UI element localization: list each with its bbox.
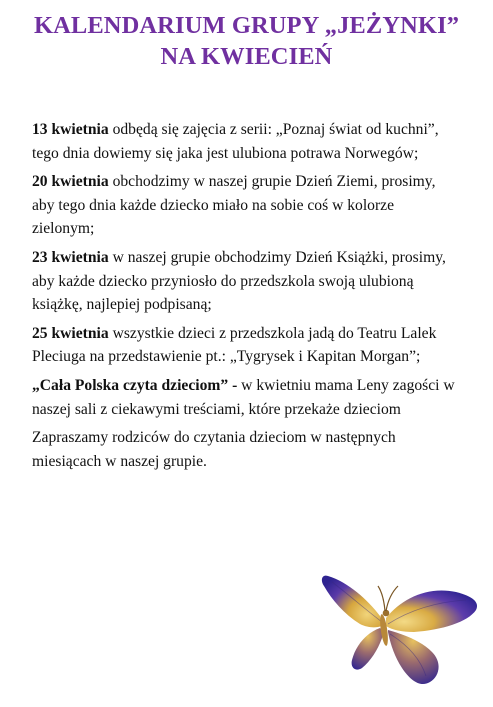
entry-text: obchodzimy w naszej grupie Dzień Ziemi, prosimy, aby tego dnia każde dziecko miało na sobie coś w kolorze zielonym; xyxy=(32,173,436,238)
calendar-entry-reading xyxy=(32,374,460,421)
closing-note: Zapraszamy rodziców do czytania dzieciom w następnych miesiącach w naszej grupie. xyxy=(32,429,396,470)
entry-date: 23 kwietnia xyxy=(32,248,109,266)
entry-text: wszystkie dzieci z przedszkola jadą do Teatru Lalek Pleciuga na przedstawienie pt.: „Tygrysek i Kapitan Morgan”; xyxy=(32,324,437,366)
page-title xyxy=(0,10,493,72)
page-title-line-2: NA KWIECIEŃ xyxy=(160,43,333,70)
entry-text: w naszej grupie obchodzimy Dzień Książki, prosimy, aby każde dziecko przyniosło do przedszkola swoją ulubioną książkę, najlepiej podpisaną; xyxy=(32,248,446,314)
calendar-entry-20 xyxy=(32,170,460,241)
page-title-line-1: KALENDARIUM GRUPY „JEŻYNKI” xyxy=(33,12,460,39)
entry-date: 25 kwietnia xyxy=(32,324,109,342)
entry-date: 20 kwietnia xyxy=(32,173,109,191)
entry-date: 13 kwietnia xyxy=(32,121,109,138)
butterfly-icon xyxy=(320,570,482,688)
calendar-entry-13 xyxy=(32,118,460,165)
entry-title: „Cała Polska czyta dzieciom” - xyxy=(32,376,238,394)
calendar-entry-23 xyxy=(32,246,460,317)
calendar-content xyxy=(32,118,460,478)
calendar-entry-25 xyxy=(32,322,460,369)
entry-text: w kwietniu mama Leny zagości w naszej sali z ciekawymi treściami, które przekaże dzieciom xyxy=(32,376,455,418)
entry-text: odbędą się zajęcia z serii: „Poznaj świat od kuchni”, tego dnia dowiemy się jaka jest ulubiona potrawa Norwegów; xyxy=(32,121,439,162)
